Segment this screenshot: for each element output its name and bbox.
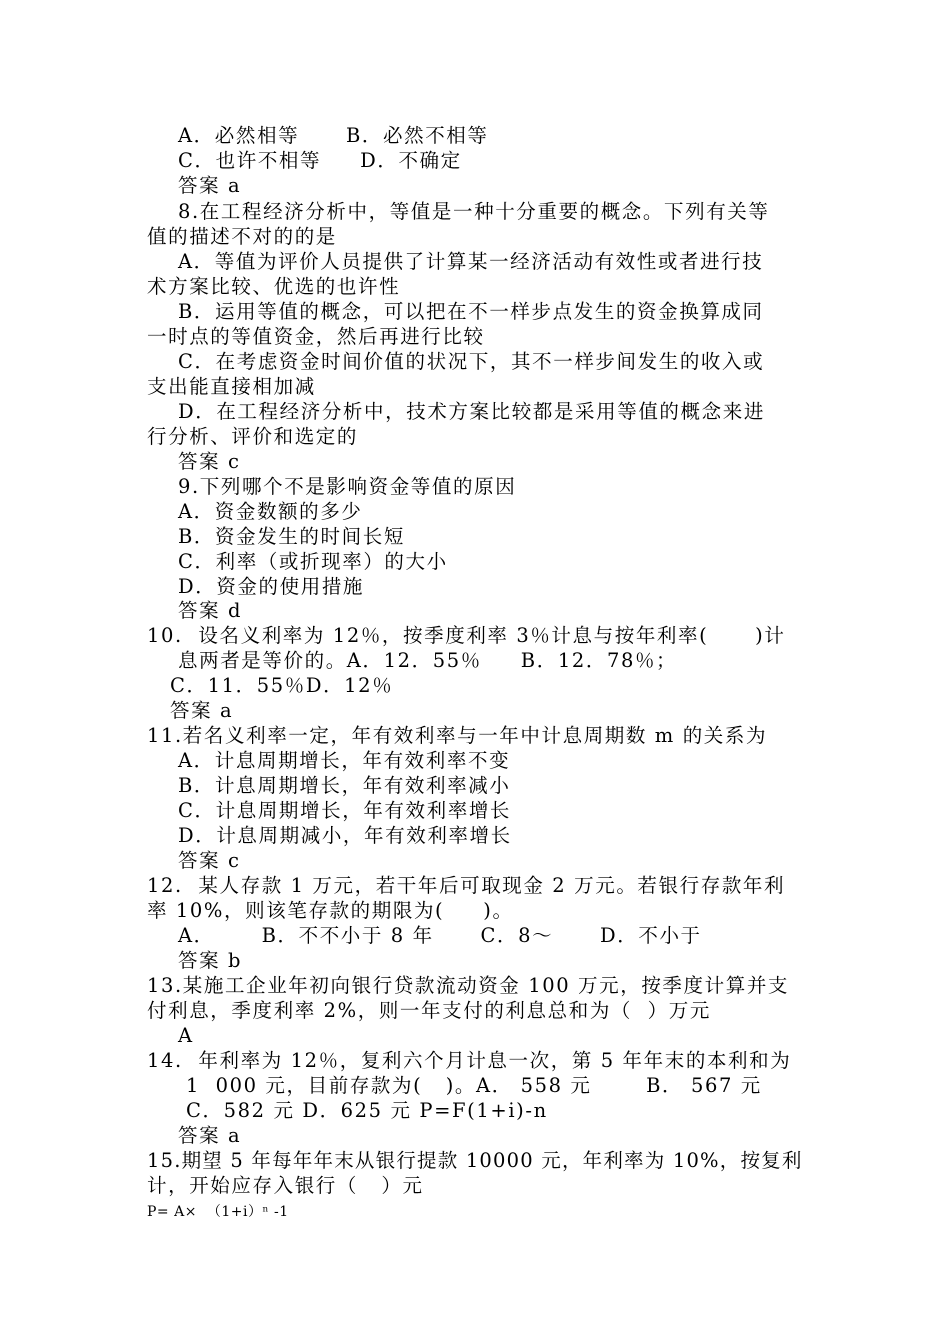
- q10-stem-line2: 息两者是等价的。A．12．55％ B．12．78％；: [178, 649, 678, 672]
- q11-option-d: D．计息周期减小，年有效利率增长: [178, 824, 512, 847]
- q11-stem: 11.若名义利率一定，年有效利率与一年中计息周期数 m 的关系为: [147, 724, 768, 747]
- q10-options-cd: C．11．55％D．12％: [170, 674, 394, 697]
- q14-answer: 答案 a: [178, 1124, 242, 1147]
- q11-option-c: C．计息周期增长，年有效利率增长: [178, 799, 512, 822]
- q14-options-cd-formula: C．582 元 D．625 元 P=F(1+i)-n: [186, 1099, 548, 1122]
- q8-option-c-line1: C．在考虑资金时间价值的状况下，其不一样步间发生的收入或: [178, 350, 765, 373]
- q8-option-b-line2: 一时点的等值资金，然后再进行比较: [147, 325, 485, 348]
- q9-option-d: D．资金的使用措施: [178, 575, 365, 598]
- q14-stem-line2: 1 000 元，目前存款为( )。A． 558 元 B． 567 元: [186, 1074, 762, 1097]
- q12-stem-line1: 12. 某人存款 1 万元，若干年后可取现金 2 万元。若银行存款年利: [147, 874, 786, 897]
- q8-option-b-line1: B．运用等值的概念，可以把在不一样步点发生的资金换算成同: [178, 300, 764, 323]
- q13-answer: A: [178, 1024, 194, 1047]
- q9-option-b: B．资金发生的时间长短: [178, 525, 405, 548]
- q8-option-d-line2: 行分析、评价和选定的: [147, 425, 359, 448]
- q15-formula: P= A× （1+i）ⁿ -1: [147, 1204, 289, 1220]
- q7-options-cd: C．也许不相等 D．不确定: [178, 149, 462, 172]
- q13-stem-line1: 13.某施工企业年初向银行贷款流动资金 100 万元，按季度计算并支: [147, 974, 790, 997]
- q8-option-c-line2: 支出能直接相加减: [147, 375, 316, 398]
- q15-stem-line1: 15.期望 5 年每年年末从银行提款 10000 元，年利率为 10%，按复利: [147, 1149, 803, 1172]
- q8-option-a-line1: A．等值为评价人员提供了计算某一经济活动有效性或者进行技: [178, 250, 764, 273]
- q12-options: A． B．不不小于 8 年 C．8～ D．不小于: [178, 924, 702, 947]
- q8-option-d-line1: D．在工程经济分析中，技术方案比较都是采用等值的概念来进: [178, 400, 765, 423]
- q13-stem-line2: 付利息，季度利率 2%，则一年支付的利息总和为（ ）万元: [147, 999, 711, 1022]
- q8-stem-line2: 值的描述不对的的是: [147, 225, 337, 248]
- q11-option-b: B．计息周期增长，年有效利率减小: [178, 774, 511, 797]
- q8-answer: 答案 c: [178, 450, 241, 473]
- q9-stem: 9.下列哪个不是影响资金等值的原因: [178, 475, 517, 498]
- q14-stem-line1: 14. 年利率为 12％，复利六个月计息一次，第 5 年年末的本利和为: [147, 1049, 792, 1072]
- q10-stem-line1: 10. 设名义利率为 12％，按季度利率 3％计息与按年利率( )计: [147, 624, 786, 647]
- q8-stem-line1: 8.在工程经济分析中，等值是一种十分重要的概念。下列有关等: [178, 200, 770, 223]
- q15-stem-line2: 计，开始应存入银行（ ）元: [147, 1174, 424, 1197]
- q11-answer: 答案 c: [178, 849, 241, 872]
- q7-options-ab: A．必然相等 B．必然不相等: [178, 124, 489, 147]
- q8-option-a-line2: 术方案比较、优选的也许性: [147, 275, 401, 298]
- q12-stem-line2: 率 10%，则该笔存款的期限为( )。: [147, 899, 514, 922]
- q11-option-a: A．计息周期增长，年有效利率不变: [178, 749, 511, 772]
- q9-option-c: C．利率（或折现率）的大小: [178, 550, 448, 573]
- q7-answer: 答案 a: [178, 174, 242, 197]
- q12-answer: 答案 b: [178, 949, 243, 972]
- q9-option-a: A．资金数额的多少: [178, 500, 363, 523]
- q9-answer: 答案 d: [178, 599, 243, 622]
- q10-answer: 答案 a: [170, 699, 234, 722]
